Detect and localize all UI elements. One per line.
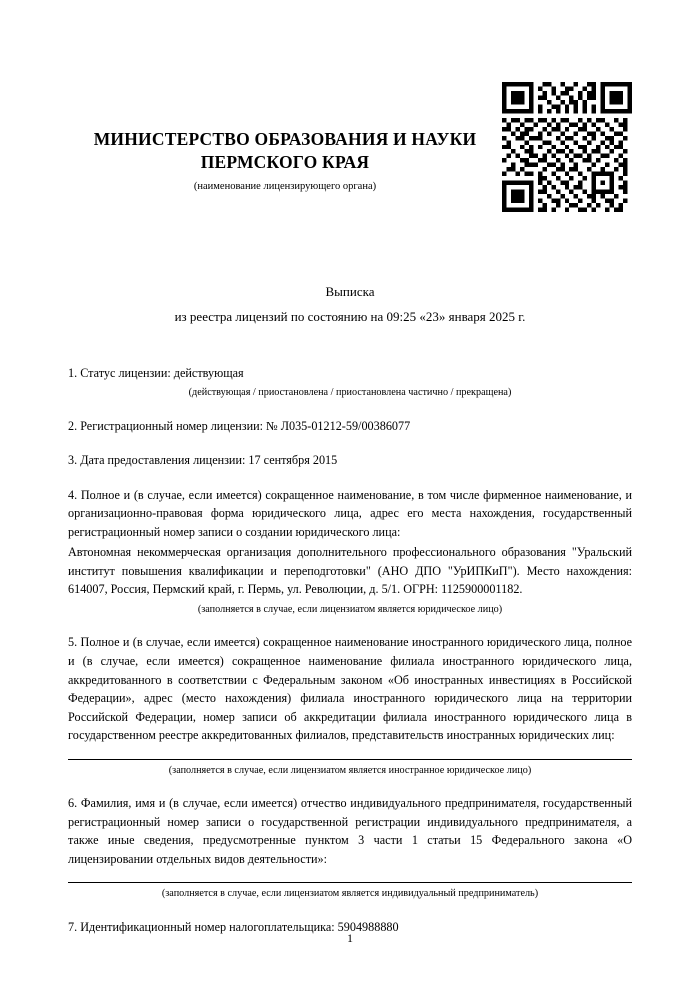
item-4-caption: (заполняется в случае, если лицензиатом является юридическое лицо) [197,603,503,615]
item-3-text: 3. Дата предоставления лицензии: 17 сентября 2015 [68,453,338,468]
item-6-fill-line [68,882,632,883]
item-7-text: 7. Идентификационный номер налогоплательщика: 5904988880 [68,919,399,934]
item-2-license-number [68,417,632,436]
issuing-authority-line-2: ПЕРМСКОГО КРАЯ [200,152,370,173]
item-4-legal-entity [68,486,632,618]
item-3-license-date [68,451,632,470]
item-5-caption: (заполняется в случае, если лицензиатом является иностранное юридическое лицо) [168,764,532,776]
title-line-1: Выписка [325,284,375,300]
issuing-authority-line-1: МИНИСТЕРСТВО ОБРАЗОВАНИЯ И НАУКИ [93,129,477,149]
qr-code-icon [502,82,632,212]
item-5-text: 5. Полное и (в случае, если имеется) сокращенное наименование иностранного юридического лица, полное и (в случае, если имеется) сокращенное наименование филиала иностранного юридического лица, аккредитованного в соответствии с Федеральным законом «Об иностранных инвестициях в Российской Федерации», адрес (место нахождения) филиала иностранного юридического лица на территории Российской Федерации, номер записи об аккредитации филиала иностранного юридического лица в государственном реестре аккредитованных филиалов, представительств иностранных юридических лиц: [68,635,632,743]
page-number: 1 [347,931,353,945]
item-2-text: 2. Регистрационный номер лицензии: № Л035-01212-59/00386077 [68,418,411,433]
item-5-fill-line [68,759,632,760]
item-6-text: 6. Фамилия, имя и (в случае, если имеется) отчество индивидуального предпринимателя, государственный регистрационный номер записи о государственной регистрации индивидуального предпринимателя, а также иные сведения, предусмотренные пунктом 3 части 1 статьи 15 Федерального закона «О лицензировании отдельных видов деятельности»: [68,796,632,866]
document-body [68,364,632,937]
item-6-caption: (заполняется в случае, если лицензиатом является индивидуальный предприниматель) [161,888,539,900]
document-title [68,280,632,329]
item-1-caption: (действующая / приостановлена / приостановлена частично / прекращена) [188,387,512,399]
item-5-foreign-entity [68,633,632,778]
item-4-value: Автономная некоммерческая организация дополнительного профессионального образования "Уральский институт повышения квалификации и переподготовки" (АНО ДПО "УрИПКиП"). Место нахождения: 614007, Россия, Пермский край, г. Пермь, ул. Революции, д. 5/1. ОГРН: 1125900001182. [68,545,632,597]
issuing-authority-caption: (наименование лицензирующего органа) [193,181,377,193]
item-1-license-status [68,364,632,401]
title-line-2: из реестра лицензий по состоянию на 09:25 «23» января 2025 г. [174,308,526,324]
qr-code [502,82,632,212]
item-4-text: 4. Полное и (в случае, если имеется) сокращенное наименование, в том числе фирменное наименование, и организационно-правовая форма юридического лица, адрес его места нахождения, государственный регистрационный номер записи о создании юридического лица: [68,487,632,539]
item-6-individual-entrepreneur [68,794,632,902]
item-1-text: 1. Статус лицензии: действующая [68,365,244,380]
